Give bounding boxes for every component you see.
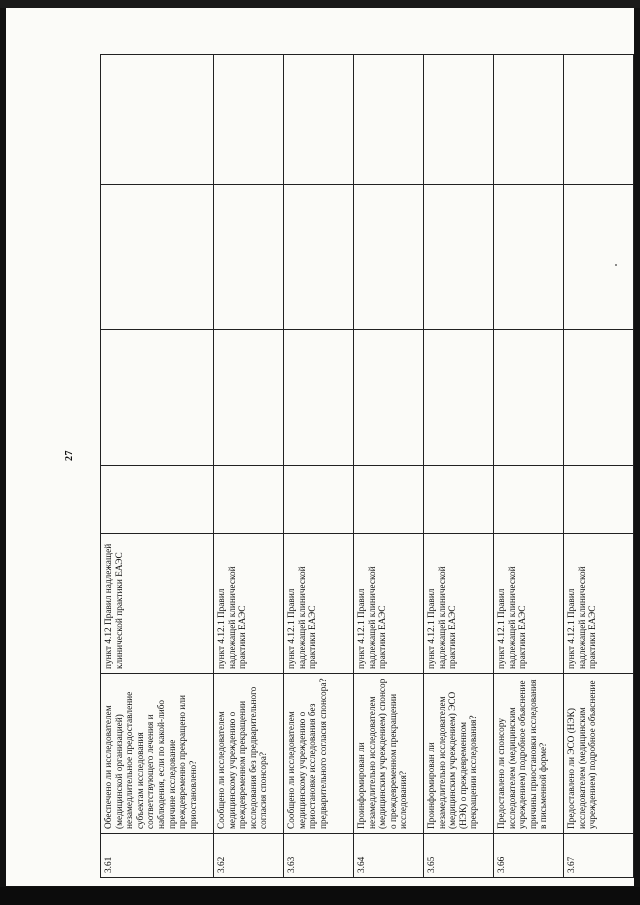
item-number: 3.64 — [354, 834, 424, 878]
regulation-reference: пункт 4.12.1 Правил надлежащей клинической практики ЕАЭС — [214, 534, 284, 674]
regulation-reference: пункт 4.12.1 Правил надлежащей клинической практики ЕАЭС — [564, 534, 634, 674]
item-number: 3.63 — [284, 834, 354, 878]
empty-cell — [564, 330, 634, 466]
question-text: Предоставлено ли спонсору исследователем (медицинским учреждением) подробное объяснение причины приостановки исследования в письменной форме? — [494, 674, 564, 834]
regulation-reference: пункт 4.12.1 Правил надлежащей клинической практики ЕАЭС — [284, 534, 354, 674]
empty-cell — [564, 185, 634, 330]
empty-cell — [214, 466, 284, 534]
table-row — [564, 55, 634, 878]
empty-cell — [564, 55, 634, 185]
question-text: Обеспечено ли исследователем (медицинской организацией) незамедлительное предоставление субъектам исследования соответствующего лечения и наблюдения, если по какой-либо причине исследование преждевременно прекращено или приостановлено? — [101, 674, 214, 834]
empty-cell — [424, 185, 494, 330]
empty-cell — [354, 330, 424, 466]
empty-cell — [284, 185, 354, 330]
empty-cell — [494, 185, 564, 330]
empty-cell — [101, 185, 214, 330]
empty-cell — [494, 330, 564, 466]
empty-cell — [214, 330, 284, 466]
item-number: 3.65 — [424, 834, 494, 878]
empty-cell — [424, 55, 494, 185]
empty-cell — [424, 330, 494, 466]
item-number: 3.62 — [214, 834, 284, 878]
page-number: 27 — [64, 450, 75, 461]
regulation-reference: пункт 4.12.1 Правил надлежащей клинической практики ЕАЭС — [354, 534, 424, 674]
empty-cell — [214, 55, 284, 185]
empty-cell — [284, 55, 354, 185]
question-text: Сообщено ли исследователем медицинскому учреждению о преждевременном прекращении исследования без предварительного согласия спонсора? — [214, 674, 284, 834]
item-number: 3.67 — [564, 834, 634, 878]
empty-cell — [101, 466, 214, 534]
empty-cell — [494, 55, 564, 185]
empty-cell — [354, 466, 424, 534]
item-number: 3.61 — [101, 834, 214, 878]
empty-cell — [564, 466, 634, 534]
empty-cell — [214, 185, 284, 330]
table-row — [101, 55, 214, 878]
document-page — [6, 8, 634, 886]
rotated-page-content — [6, 8, 634, 886]
empty-cell — [101, 330, 214, 466]
empty-cell — [354, 55, 424, 185]
checklist-table — [100, 54, 634, 878]
table-row — [354, 55, 424, 878]
regulation-reference: пункт 4.12 Правил надлежащей клинической практики ЕАЭС — [101, 534, 214, 674]
empty-cell — [494, 466, 564, 534]
question-text: Проинформирован ли незамедлительно исследователем (медицинским учреждением) ЭСО (НЭК) о преждевременном прекращении исследования? — [424, 674, 494, 834]
regulation-reference: пункт 4.12.1 Правил надлежащей клинической практики ЕАЭС — [424, 534, 494, 674]
regulation-reference: пункт 4.12.1 Правил надлежащей клинической практики ЕАЭС — [494, 534, 564, 674]
empty-cell — [101, 55, 214, 185]
item-number: 3.66 — [494, 834, 564, 878]
question-text: Сообщено ли исследователем медицинскому учреждению о приостановке исследования без предварительного согласия спонсора? — [284, 674, 354, 834]
empty-cell — [424, 466, 494, 534]
table-row — [214, 55, 284, 878]
empty-cell — [354, 185, 424, 330]
scan-border-bottom — [0, 887, 640, 905]
scan-border-top — [0, 0, 640, 8]
empty-cell — [284, 330, 354, 466]
question-text: Проинформирован ли незамедлительно исследователем (медицинским учреждением) спонсор о преждевременном прекращении исследования? — [354, 674, 424, 834]
scan-speck — [615, 264, 617, 266]
empty-cell — [284, 466, 354, 534]
question-text: Предоставлено ли ЭСО (НЭК) исследователем (медицинским учреждением) подробное объяснение — [564, 674, 634, 834]
table-row — [494, 55, 564, 878]
table-row — [284, 55, 354, 878]
table-row — [424, 55, 494, 878]
